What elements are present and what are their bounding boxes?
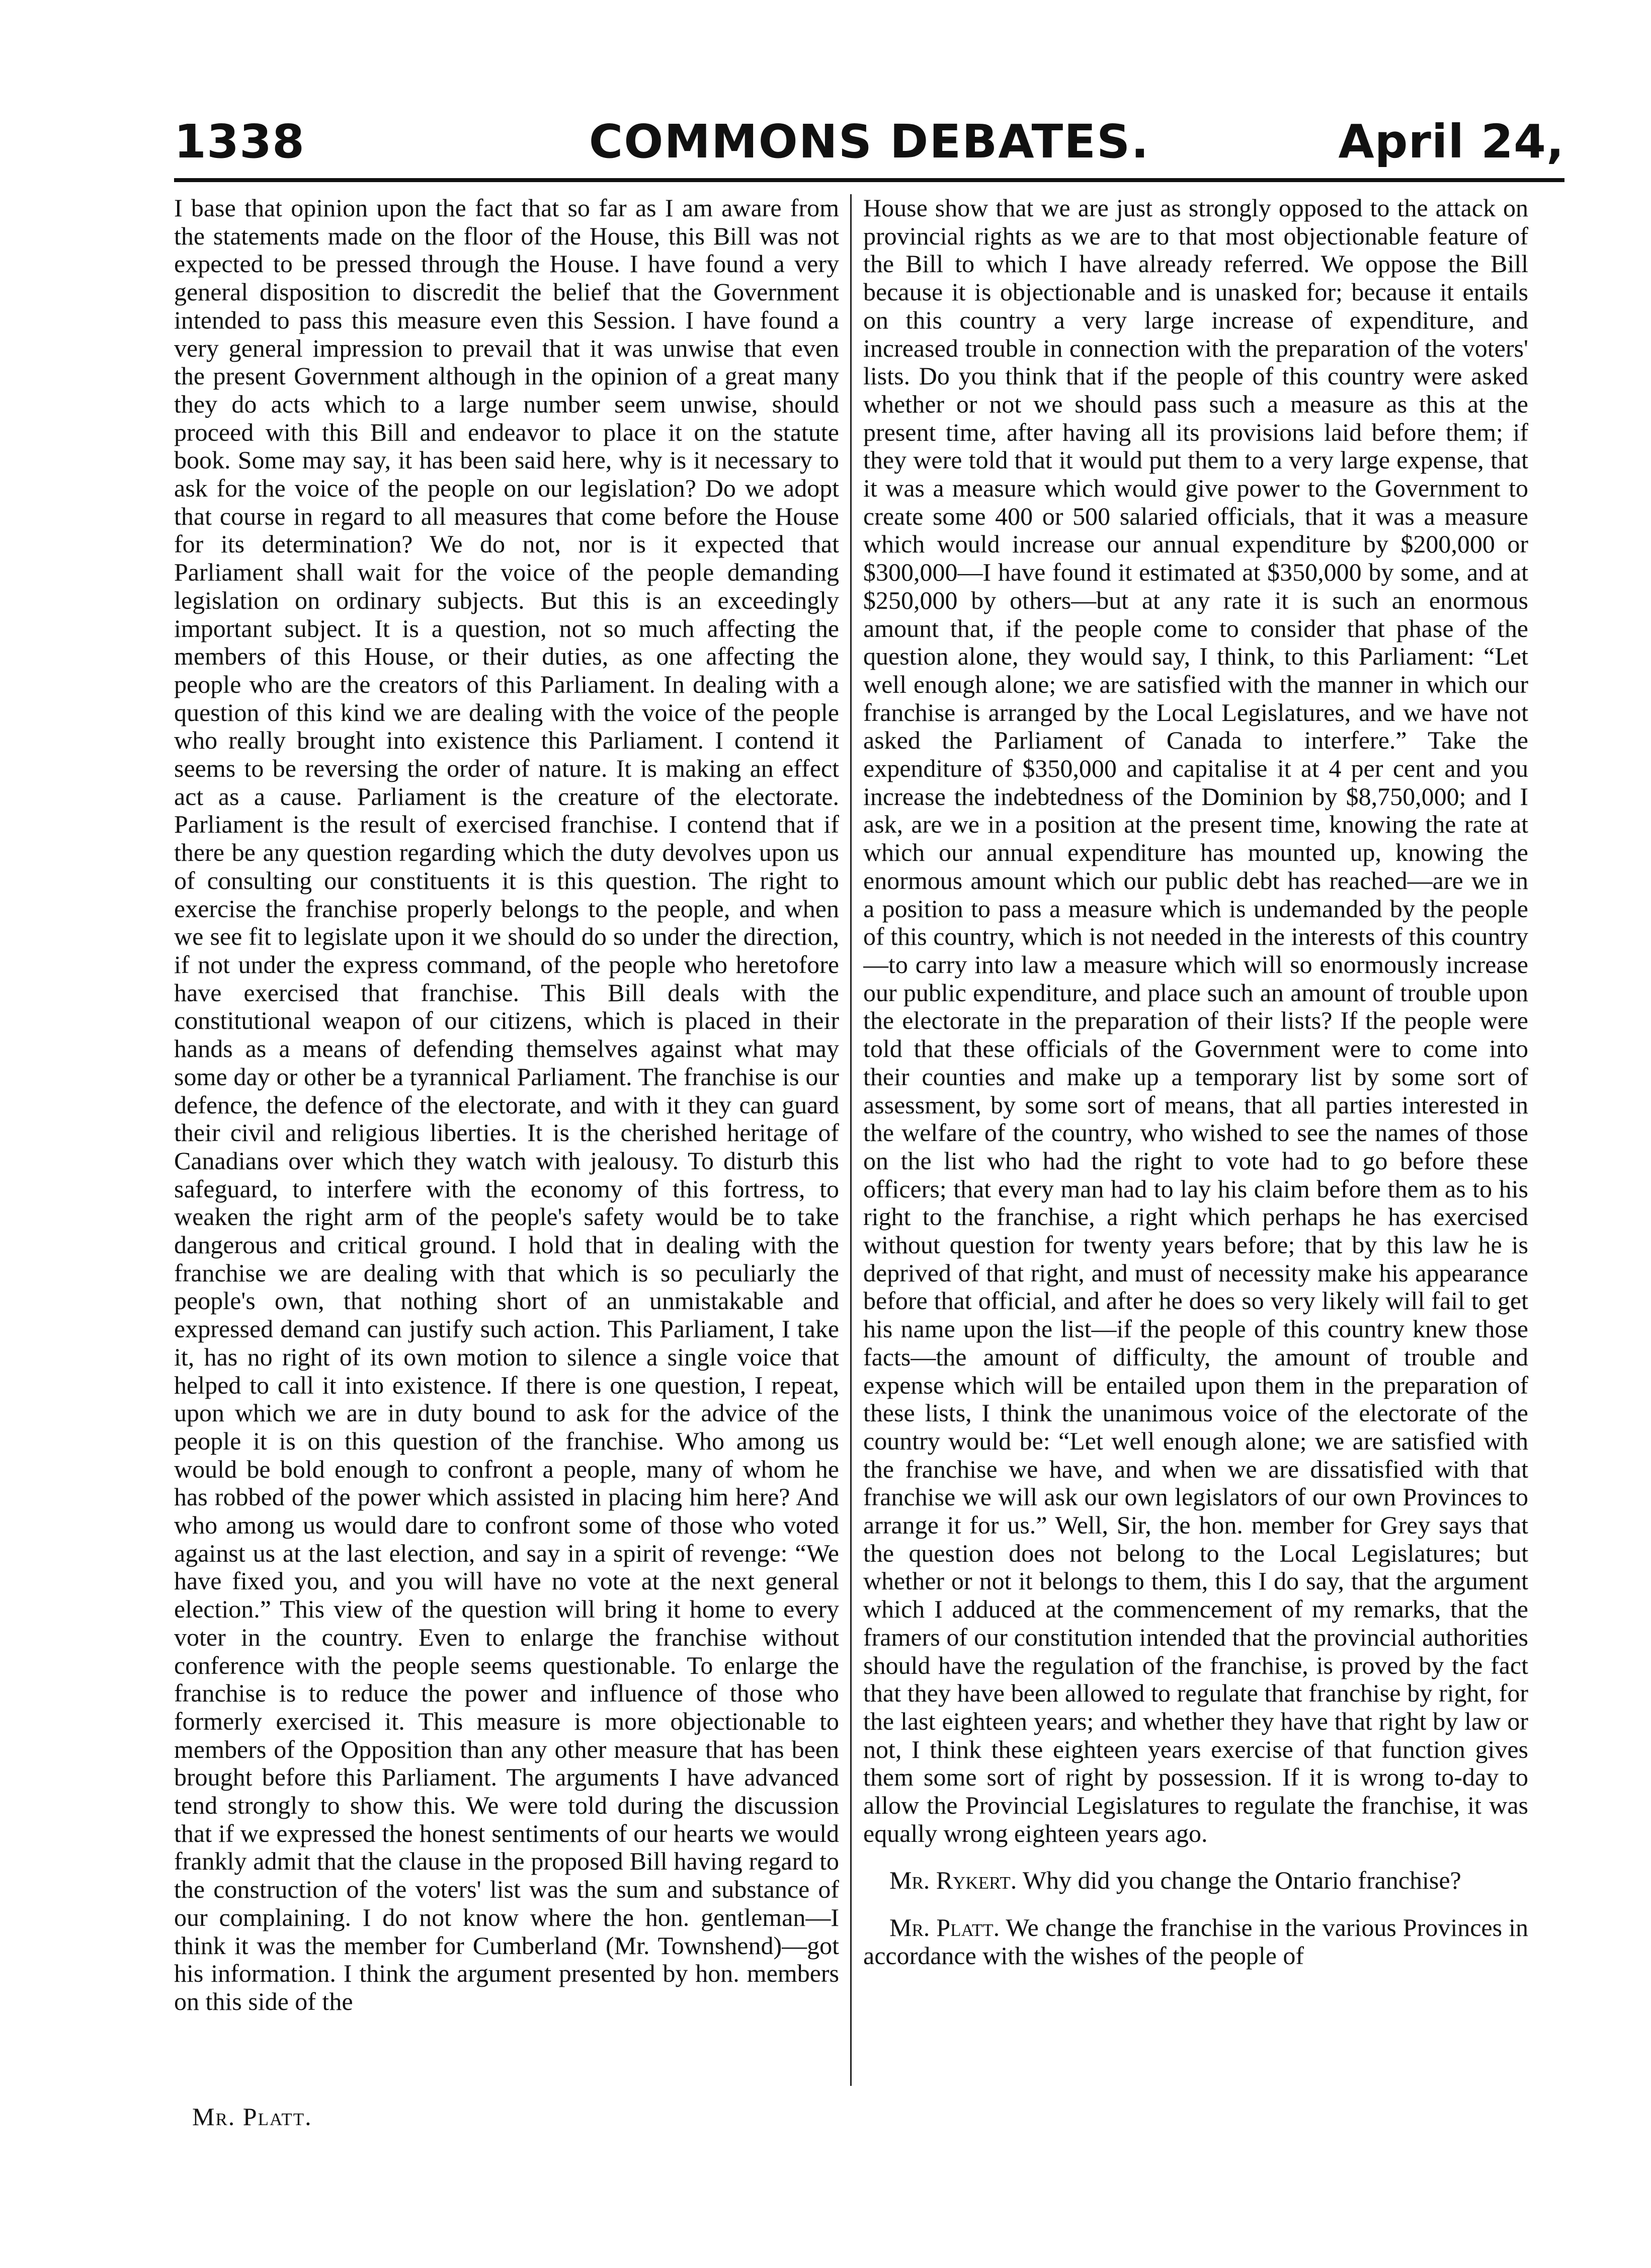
speech-text: Why did you change the Ontario franchise?	[1022, 1866, 1461, 1895]
speaker-name: Mr. Platt.	[889, 1913, 1000, 1942]
speech-platt	[863, 1914, 1528, 1970]
speaker-name: Mr. Rykert.	[889, 1866, 1017, 1895]
footer-speaker-name: Mr. Platt.	[192, 2102, 312, 2131]
page-header	[174, 115, 1564, 175]
right-column-paragraph: House show that we are just as strongly opposed to the attack on provincial rights as we are to that most objectionable feature of the Bill to which I have already referred. We oppose the Bill because it is objectionable and is unasked for; because it entails on this country a very large increase of expenditure, and increased trouble in connection with the preparation of the voters' lists. Do you think that if the people of this country were asked whether or not we should pass such a measure as this at the present time, after having all its provisions laid before them; if they were told that it would put them to a very large expense, that it was a measure which would give power to the Government to create some 400 or 500 salaried officials, that it was a measure which would increase our annual expenditure by $200,000 or $300,000—I have found it estimated at $350,000 by some, and at $250,000 by others—but at any rate it is such an enormous amount that, if the people come to consider that phase of the question alone, they would say, I think, to this Parliament: “Let well enough alone; we are satisfied with the manner in which our franchise is arranged by the Local Legislatures, and we have not asked the Parliament of Canada to interfere.” Take the expenditure of $350,000 and capitalise it at 4 per cent and you increase the indebtedness of the Dominion by $8,750,000; and I ask, are we in a position at the present time, knowing the rate at which our annual expenditure has mounted up, knowing the enormous amount which our public debt has reached—are we in a position to pass a measure which is undemanded by the people of this country, which is not needed in the interests of this country—to carry into law a measure which will so enormously increase our public expenditure, and place such an amount of trouble upon the electorate in the preparation of their lists? If the people were told that these officials of the Government were to come into their counties and make up a temporary list by some sort of assessment, by some sort of means, that all parties interested in the welfare of the country, who wished to see the names of those on the list who had the right to vote had to go before these officers; that every man had to lay his claim before them as to his right to the franchise, a right which perhaps he has exercised without question for twenty years before; that by this law he is deprived of that right, and must of necessity make his appearance before that official, and after he does so very likely will fail to get his name upon the list—if the people of this country knew those facts—the amount of difficulty, the amount of trouble and expense which will be entailed upon them in the preparation of these lists, I think the unanimous voice of the electorate of the country would be: “Let well enough alone; we are satisfied with the franchise we have, and when we are dissatisfied with that franchise we will ask our own legislators of our own Provinces to arrange it for us.” Well, Sir, the hon. member for Grey says that the question does not belong to the Local Legislatures; but whether or not it belongs to them, this I do say, that the argument which I adduced at the commencement of my remarks, that the framers of our constitution intended that the provincial authorities should have the regulation of the franchise, is proved by the fact that they have been allowed to regulate that franchise by right, for the last eighteen years; and whether they have that right by law or not, I think these eighteen years exercise of that function gives them some sort of right by possession. If it is wrong to-day to allow the Provincial Legislatures to regulate the franchise, it was equally wrong eighteen years ago.	[863, 194, 1528, 1847]
page-number: 1338	[174, 115, 305, 169]
left-column	[174, 194, 839, 2171]
speech-rykert	[863, 1867, 1528, 1895]
speech-text: We change the franchise in the various Provinces in accordance with the wishes of the people of	[863, 1913, 1528, 1970]
header-rule	[174, 178, 1564, 182]
column-divider	[850, 194, 852, 2086]
header-date: April 24,	[1338, 115, 1564, 169]
right-column	[863, 194, 1528, 2171]
running-title: COMMONS DEBATES.	[589, 115, 1150, 169]
left-column-paragraph: I base that opinion upon the fact that so far as I am aware from the statements made on the floor of the House, this Bill was not expected to be pressed through the House. I have found a very general disposition to discredit the belief that the Government intended to pass this measure even this Session. I have found a very general impression to prevail that it was unwise that even the present Government although in the opinion of a great many they do acts which to a large number seem unwise, should proceed with this Bill and endeavor to place it on the statute book. Some may say, it has been said here, why is it necessary to ask for the voice of the people on our legislation? Do we adopt that course in regard to all measures that come before the House for its determination? We do not, nor is it expected that Parliament shall wait for the voice of the people demanding legislation on ordinary subjects. But this is an exceedingly important subject. It is a question, not so much affecting the members of this House, or their duties, as one affecting the people who are the creators of this Parliament. In dealing with a question of this kind we are dealing with the voice of the people who really brought into existence this Parliament. I contend it seems to be reversing the order of nature. It is making an effect act as a cause. Parliament is the creature of the electorate. Parliament is the result of exercised franchise. I contend that if there be any question regarding which the duty devolves upon us of consulting our constituents it is this question. The right to exercise the franchise properly belongs to the people, and when we see fit to legislate upon it we should do so under the direction, if not under the express command, of the people who heretofore have exercised that franchise. This Bill deals with the constitutional weapon of our citizens, which is placed in their hands as a means of defending themselves against what may some day or other be a tyrannical Parliament. The franchise is our defence, the defence of the electorate, and with it they can guard their civil and religious liberties. It is the cherished heritage of Canadians over which they watch with jealousy. To disturb this safeguard, to interfere with the economy of this fortress, to weaken the right arm of the people's safety would be to take dangerous and critical ground. I hold that in dealing with the franchise we are dealing with that which is so peculiarly the people's own, that nothing short of an unmistakable and expressed demand can justify such action. This Parliament, I take it, has no right of its own motion to silence a single voice that helped to call it into existence. If there is one question, I repeat, upon which we are in duty bound to ask for the advice of the people it is on this question of the franchise. Who among us would be bold enough to confront a people, many of whom he has robbed of the power which assisted in placing him here? And who among us would dare to confront some of those who voted against us at the last election, and say in a spirit of revenge: “We have fixed you, and you will have no vote at the next general election.” This view of the question will bring it home to every voter in the country. Even to enlarge the franchise without conference with the people seems questionable. To enlarge the franchise is to reduce the power and influence of those who formerly exercised it. This measure is more objectionable to members of the Opposition than any other measure that has been brought before this Parliament. The arguments I have advanced tend strongly to show this. We were told during the discussion that if we expressed the honest sentiments of our hearts we would frankly admit that the clause in the proposed Bill having regard to the construction of the voters' list was the sum and substance of our complaining. I do not know where the hon. gentleman—I think it was the member for Cumberland (Mr. Townshend)—got his information. I think the argument presented by hon. members on this side of the	[174, 194, 839, 2015]
